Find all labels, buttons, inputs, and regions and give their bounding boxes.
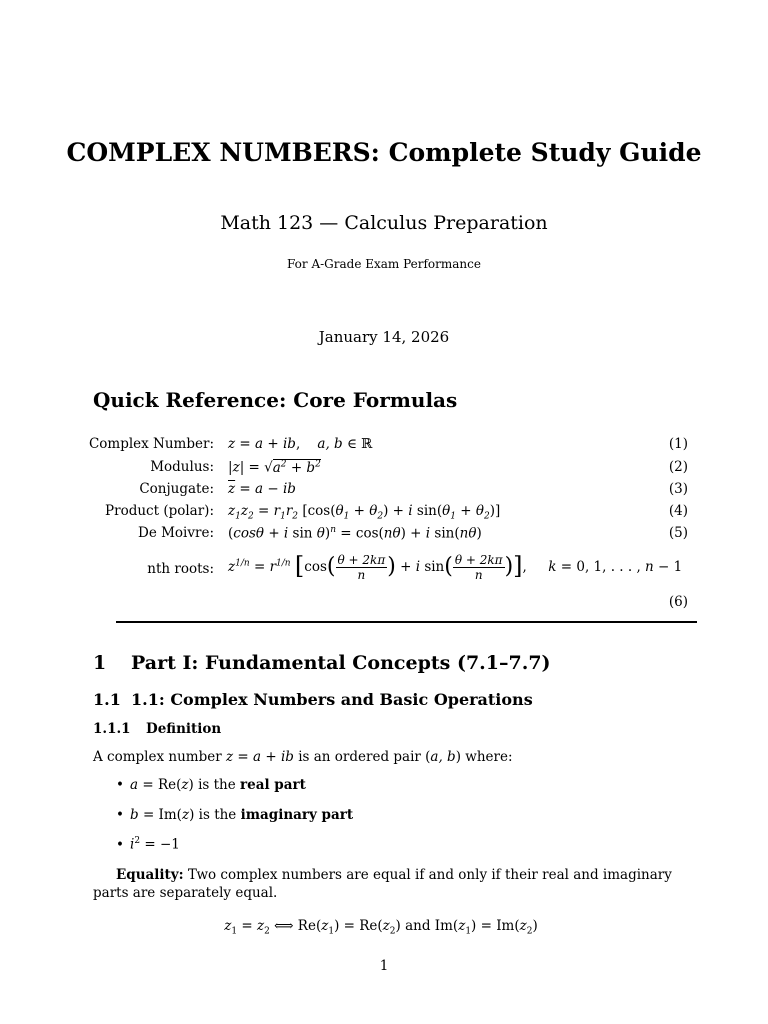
formula-expression: $z^{1/n} = r^{1/n}$ [cos( $\frac{\theta + 2k\pi}{n}$ ) + i sin( $\frac{\theta + 2k\pi}{n}$ )], k = 0, 1, . . . , n − 1 bbox=[228, 552, 683, 582]
formula-label: Conjugate: bbox=[139, 481, 214, 497]
formula-row bbox=[93, 481, 688, 501]
page-number: 1 bbox=[379, 958, 389, 974]
subsection-heading bbox=[93, 690, 533, 709]
list-item: • a = Re(z) is the real part bbox=[116, 777, 306, 793]
formula-expression: $z_1z_2 = r_1r_2$ [$\cos(\theta_1 + \theta_2) + i$ $\sin(\theta_1 + \theta_2)$] bbox=[228, 503, 501, 522]
formula-label: nth roots: bbox=[147, 561, 214, 577]
section-title: Part I: Fundamental Concepts (7.1–7.7) bbox=[131, 652, 551, 674]
subsubsection-title: Definition bbox=[146, 721, 222, 737]
equality-and: and bbox=[405, 918, 431, 934]
equation-number: (6) bbox=[668, 594, 688, 610]
equation-number: (3) bbox=[668, 481, 688, 497]
subsection-number: 1.1 bbox=[93, 690, 121, 709]
section-number: 1 bbox=[93, 652, 107, 674]
formula-label: Product (polar): bbox=[105, 503, 214, 519]
equation-number: (4) bbox=[668, 503, 688, 519]
equation-number: (1) bbox=[668, 436, 688, 452]
formula-row bbox=[93, 525, 688, 545]
formula-expression: (cosθ + i sin θ)$^n$ = cos(nθ) + i sin(nθ) bbox=[228, 525, 482, 542]
document-note: For A-Grade Exam Performance bbox=[287, 257, 481, 271]
equality-text: Two complex numbers are equal if and only if their real and imaginary parts are separately equal. bbox=[93, 867, 672, 901]
formula-row bbox=[93, 459, 688, 479]
document-subtitle: Math 123 — Calculus Preparation bbox=[220, 212, 548, 234]
definition-text: is an ordered pair bbox=[293, 749, 426, 765]
horizontal-rule bbox=[116, 621, 697, 623]
list-item: • $i^2 = -1$ bbox=[116, 836, 180, 853]
equation-number: (5) bbox=[668, 525, 688, 541]
subsection-title: 1.1: Complex Numbers and Basic Operations bbox=[131, 690, 533, 709]
equality-paragraph bbox=[93, 866, 688, 902]
equation-number: (2) bbox=[668, 459, 688, 475]
formula-expression: $|z| = √a^2 + b^2$ bbox=[228, 459, 321, 476]
list-item-bold: imaginary part bbox=[240, 807, 354, 823]
list-item-bold: real part bbox=[240, 777, 306, 793]
equality-equation: $z_1 = z_2$ ⟺ $Re(z_1) = Re(z_2)$ and $Im(z_1) = Im(z_2)$ bbox=[224, 918, 538, 937]
formula-label: De Moivre: bbox=[138, 525, 214, 541]
document-date: January 14, 2026 bbox=[318, 328, 450, 346]
definition-paragraph: A complex number z = a + ib is an ordered pair (a, b) where: bbox=[93, 749, 513, 765]
formula-expression: $\overline{z} = a$ − ib bbox=[228, 481, 296, 497]
document-title: COMPLEX NUMBERS: Complete Study Guide bbox=[66, 138, 702, 167]
definition-text: where: bbox=[460, 749, 513, 765]
subsubsection-number: 1.1.1 bbox=[93, 721, 131, 737]
list-item-text: is the bbox=[194, 807, 241, 823]
formula-expression: z = a + ib, a, b ∈ ℝ bbox=[228, 436, 373, 452]
subsubsection-heading bbox=[93, 721, 221, 737]
list-item-text: is the bbox=[193, 777, 241, 793]
equality-label: Equality: bbox=[116, 867, 184, 883]
formula-label: Modulus: bbox=[150, 459, 214, 475]
list-item: • b = Im(z) is the imaginary part bbox=[116, 807, 354, 823]
formula-row bbox=[93, 552, 688, 610]
section-heading bbox=[93, 652, 551, 674]
definition-text: A complex number bbox=[93, 749, 226, 765]
formula-label: Complex Number: bbox=[88, 436, 214, 452]
quick-reference-heading: Quick Reference: Core Formulas bbox=[93, 388, 458, 412]
formula-row bbox=[88, 436, 688, 456]
formula-row bbox=[93, 503, 688, 523]
